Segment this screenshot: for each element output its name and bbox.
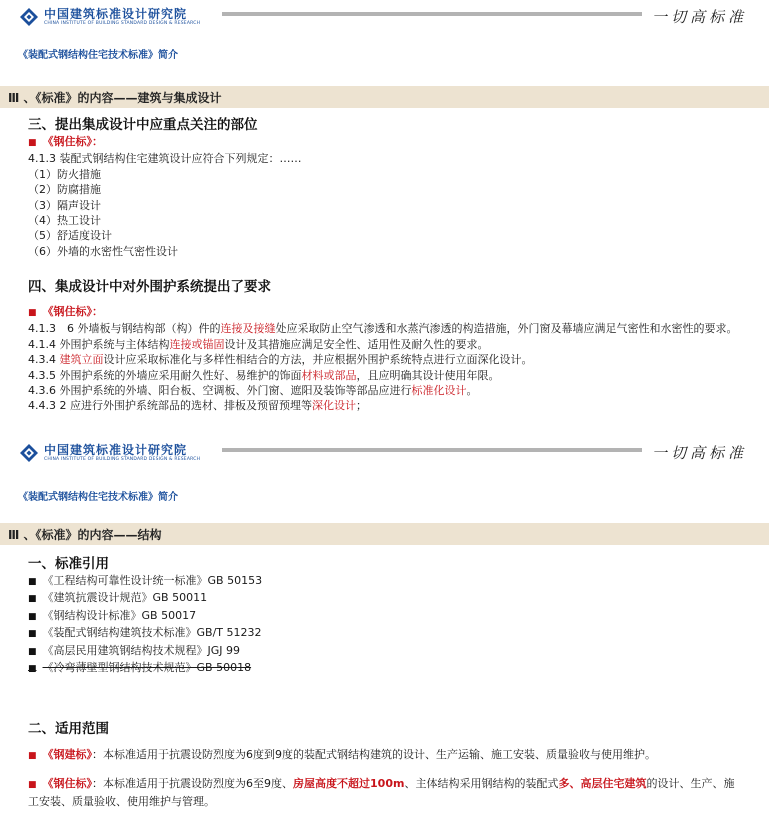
logo-icon xyxy=(18,442,40,464)
institute-logo xyxy=(18,442,200,464)
list-item: ■ 《钢结构设计标准》GB 50017 xyxy=(28,608,197,622)
part1-block xyxy=(28,555,748,677)
list-item: （6）外墙的水密性气密性设计 xyxy=(28,244,178,258)
part2-heading: 二、适用范围 xyxy=(28,721,109,737)
bullet-icon: ■ xyxy=(28,138,37,148)
part4-heading: 四、集成设计中对外围护系统提出了要求 xyxy=(28,279,271,295)
motto: 一切高标准 xyxy=(651,8,747,26)
part2-block xyxy=(28,720,744,809)
list-item: （3）隔声设计 xyxy=(28,198,101,212)
page-subtitle: 《装配式钢结构住宅技术标准》简介 xyxy=(18,50,178,61)
header-divider xyxy=(222,12,642,16)
bullet-icon: ■ xyxy=(28,751,37,761)
part3-intro: 4.1.3 装配式钢结构住宅建筑设计应符合下列规定：…… xyxy=(28,152,302,166)
bullet-icon: ■ xyxy=(28,664,37,675)
part3-block xyxy=(28,116,748,259)
list-item: ■ 《装配式钢结构建筑技术标准》GB/T 51232 xyxy=(28,626,262,640)
clause-414: 4.1.4 外围护系统与主体结构连接或锚固设计及其措施应满足安全性、适用性及耐久性的要求。 xyxy=(28,337,489,351)
list-item: （4）热工设计 xyxy=(28,214,101,228)
bullet-icon: ■ xyxy=(28,780,37,791)
clause-413: 4.1.3 6 外墙板与钢结构部（构）件的连接及接缝处应采取防止空气渗透和水蒸汽渗透的构造措施，外门窗及幕墙应满足气密性和水密性的要求。 xyxy=(28,322,738,336)
list-item: ■ 《工程结构可靠性设计统一标准》GB 50153 xyxy=(28,574,263,587)
bullet-icon: ■ xyxy=(28,308,37,318)
org-name-en: CHINA INSTITUTE OF BUILDING STANDARD DESIGN & RESEARCH xyxy=(44,20,201,26)
bullet-icon: ■ xyxy=(28,611,37,622)
scope-steel-building: ■ 《钢建标》：本标准适用于抗震设防烈度为6度到9度的装配式钢结构建筑的设计、生产运输、施工安装、质量验收与使用维护。 xyxy=(28,748,657,761)
org-name: 中国建筑标准设计研究院 xyxy=(44,442,188,457)
logo-icon xyxy=(18,6,40,28)
section-title: Ⅲ 、《标准》的内容——建筑与集成设计 xyxy=(8,91,222,105)
bullet-icon: ■ xyxy=(28,594,37,605)
scope-steel-residence: ■ 《钢住标》：本标准适用于抗震设防烈度为6至9度、房屋高度不超过100m、主体结构采用钢结构的装配式多、高层住宅建筑的设计、生产、施工安装、质量验收、使用维护与管理。 xyxy=(28,777,735,808)
bullet-icon: ■ xyxy=(28,577,37,587)
list-item: ■ 《高层民用建筑钢结构技术规程》JGJ 99 xyxy=(28,643,241,657)
part4-block xyxy=(28,278,744,414)
section-title: Ⅲ 、《标准》的内容——结构 xyxy=(8,528,162,542)
bullet-icon: ■ xyxy=(28,646,37,657)
part3-heading: 三、提出集成设计中应重点关注的部位 xyxy=(28,117,258,133)
header-divider xyxy=(222,448,642,452)
motto: 一切高标准 xyxy=(651,444,747,462)
org-name: 中国建筑标准设计研究院 xyxy=(44,6,188,21)
list-item: （5）舒适度设计 xyxy=(28,229,112,243)
part3-tag: ■ 《钢住标》： xyxy=(28,135,104,148)
clause-436: 4.3.6 外围护系统的外墙、阳台板、空调板、外门窗、遮阳及装饰等部品应进行标准化设计。 xyxy=(28,384,478,398)
page-subtitle: 《装配式钢结构住宅技术标准》简介 xyxy=(18,492,178,503)
clause-435: 4.3.5 外围护系统的外墙应采用耐久性好、易维护的饰面材料或部品，且应明确其设计使用年限。 xyxy=(28,368,500,382)
clause-434: 4.3.4 建筑立面设计应采取标准化与多样性相结合的方法，并应根据外围护系统特点进行立面深化设计。 xyxy=(28,353,533,367)
part1-heading: 一、标准引用 xyxy=(28,556,109,572)
institute-logo xyxy=(18,6,200,28)
list-item-struck: ■ 《冷弯薄壁型钢结构技术规范》GB 50018 xyxy=(28,661,252,675)
clause-443: 4.4.3 2 应进行外围护系统部品的选材、排板及预留预埋等深化设计； xyxy=(28,399,367,413)
list-item: （1）防火措施 xyxy=(28,167,101,181)
list-item: ■ 《建筑抗震设计规范》GB 50011 xyxy=(28,591,208,605)
part4-tag: ■ 《钢住标》： xyxy=(28,305,104,318)
org-name-en: CHINA INSTITUTE OF BUILDING STANDARD DESIGN & RESEARCH xyxy=(44,456,201,462)
list-item: （2）防腐措施 xyxy=(28,183,101,197)
slide-structure xyxy=(0,420,769,840)
bullet-icon: ■ xyxy=(28,629,37,640)
